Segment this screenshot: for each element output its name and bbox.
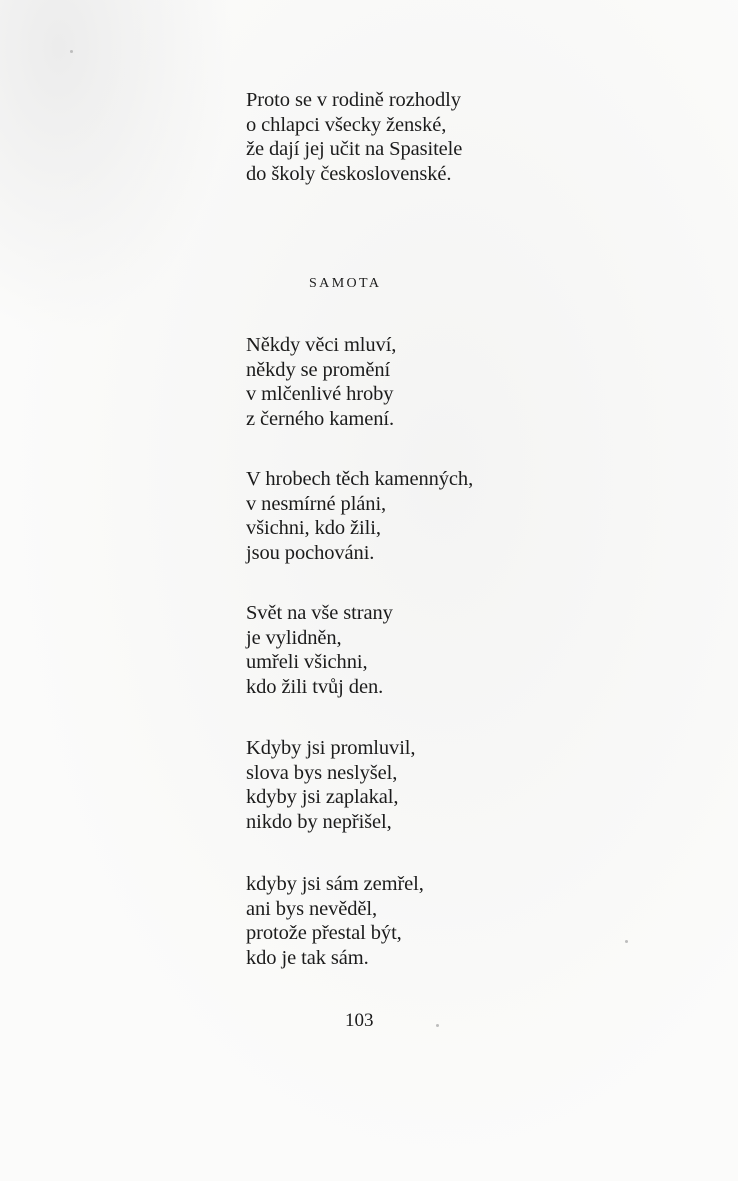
verse-line: kdo žili tvůj den.	[246, 675, 384, 698]
verse-line: kdo je tak sám.	[246, 946, 369, 969]
verse-line: Kdyby jsi promluvil,	[246, 737, 416, 759]
page-number: 103	[345, 1010, 374, 1031]
verse-line: že dají jej učit na Spasitele	[246, 138, 463, 161]
verse-line: kdyby jsi zaplakal,	[246, 786, 399, 809]
poem-title: SAMOTA	[309, 276, 382, 291]
paper-speck	[70, 50, 73, 53]
verse-line: kdyby jsi sám zemřel,	[246, 873, 424, 895]
verse-line: v nesmírné pláni,	[246, 492, 387, 515]
verse-line: někdy se promění	[246, 358, 391, 381]
verse-line: V hrobech těch kamenných,	[246, 468, 474, 490]
verse-line: do školy československé.	[246, 162, 452, 185]
stanza-1	[246, 333, 396, 431]
stanza-4	[246, 736, 415, 834]
paper-speck	[625, 940, 628, 943]
verse-line: slova bys neslyšel,	[246, 761, 398, 784]
verse-line: Někdy věci mluví,	[246, 334, 397, 356]
intro-stanza	[246, 88, 462, 186]
verse-line: Proto se v rodině rozhodly	[246, 89, 461, 111]
verse-line: všichni, kdo žili,	[246, 517, 381, 540]
verse-line: nikdo by nepřišel,	[246, 810, 392, 833]
verse-line: je vylidněn,	[246, 626, 342, 649]
verse-line: protože přestal být,	[246, 922, 402, 945]
stanza-3	[246, 601, 393, 699]
verse-line: Svět na vše strany	[246, 602, 393, 624]
verse-line: z černého kamení.	[246, 407, 394, 430]
verse-line: v mlčenlivé hroby	[246, 383, 394, 406]
paper-speck	[436, 1024, 439, 1027]
verse-line: ani bys nevěděl,	[246, 897, 378, 920]
verse-line: umřeli všichni,	[246, 651, 368, 674]
stanza-5	[246, 872, 424, 970]
verse-line: jsou pochováni.	[246, 541, 375, 564]
verse-line: o chlapci všecky ženské,	[246, 113, 447, 136]
stanza-2	[246, 467, 473, 565]
